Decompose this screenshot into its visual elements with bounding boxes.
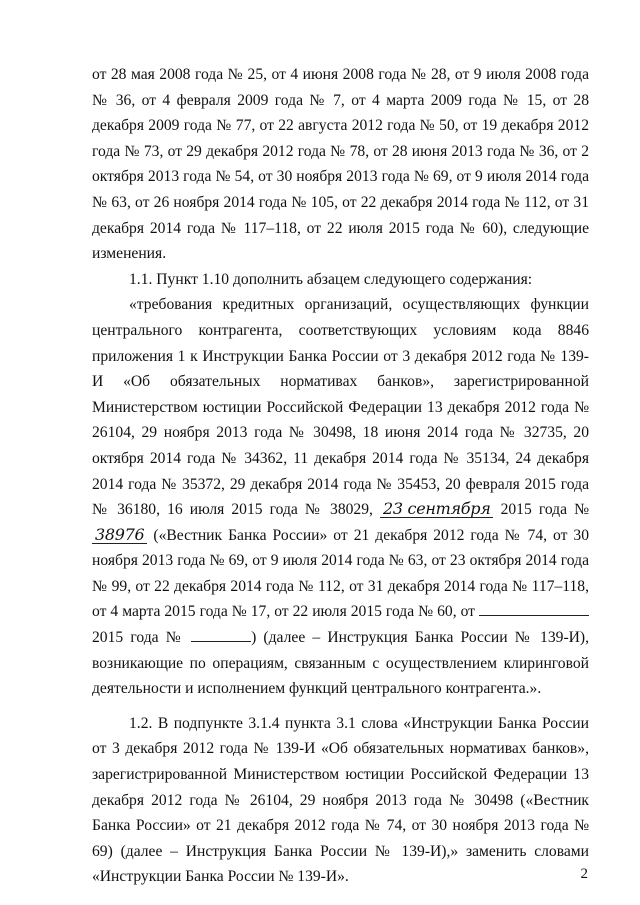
blank-date-line xyxy=(479,603,589,616)
quoted-text-part-a: «требования кредитных организаций, осуществляющих функции центрального контрагента, соответствующих условиям кода 8846 приложения 1 к Инструкции Банка России от 3 декабря 2012 года № 139-И «Об обязательных нормативах банков», зарегистрированной Министерством юстиции Российской Федерации 13 декабря 2012 года № 26104, 29 ноября 2013 года № 30498, 18 июня 2014 года № 32735, 20 октября 2014 года № 34362, 11 декабря 2014 года № 35134, 24 декабря 2014 года № 35372, 29 декабря 2014 года № 35453, 20 февраля 2015 года № 36180, 16 июля 2015 года № 38029, xyxy=(92,296,589,519)
paragraph-1-1: 1.1. Пункт 1.10 дополнить абзацем следующего содержания: xyxy=(129,270,533,288)
quoted-text-part-c: («Вестник Банка России» от 21 декабря 2012 года № 74, от 30 ноября 2013 года № 69, от 9 июля 2014 года № 63, от 23 октября 2014 года № 99, от 22 декабря 2014 года № 112, от 31 декабря 2014 года № 117–118, от 4 марта 2015 года № 17, от 22 июля 2015 года № 60, от xyxy=(92,526,589,621)
quoted-text-part-e: ) (далее – Инструкция Банка России № 139-И), возникающие по операциям, связанным с осуществлением клиринговой деятельности и исполнением функций центрального контрагента.». xyxy=(92,629,589,698)
paragraph-quoted-text xyxy=(92,292,589,702)
quoted-text-part-d: 2015 года № xyxy=(92,629,184,647)
handwritten-number: 38976 xyxy=(92,526,147,544)
document-body xyxy=(92,62,589,890)
page-number: 2 xyxy=(580,866,588,882)
quoted-text-part-b: 2015 года № xyxy=(500,501,589,519)
paragraph-1-2: 1.2. В подпункте 3.1.4 пункта 3.1 слова «Инструкции Банка России от 3 декабря 2012 года № 139-И «Об обязательных нормативах банков», зарегистрированной Министерством юстиции Российской Федерации 13 декабря 2012 года № 26104, 29 ноября 2013 года № 30498 («Вестник Банка России» от 21 декабря 2012 года № 74, от 30 ноября 2013 года № 69) (далее – Инструкция Банка России № 139-И),» заменить словами «Инструкции Банка России № 139-И». xyxy=(92,714,589,886)
blank-number-line xyxy=(191,629,251,642)
paragraph-changes-list: от 28 мая 2008 года № 25, от 4 июня 2008 года № 28, от 9 июля 2008 года № 36, от 4 февраля 2009 года № 7, от 4 марта 2009 года № 15, от 28 декабря 2009 года № 77, от 22 августа 2012 года № 50, от 19 декабря 2012 года № 73, от 29 декабря 2012 года № 78, от 28 июня 2013 года № 36, от 2 октября 2013 года № 54, от 30 ноября 2013 года № 69, от 9 июля 2014 года № 63, от 26 ноября 2014 года № 105, от 22 декабря 2014 года № 112, от 31 декабря 2014 года № 117–118, от 22 июля 2015 года № 60), следующие изменения. xyxy=(92,66,589,263)
handwritten-date: 23 сентября xyxy=(380,500,493,518)
